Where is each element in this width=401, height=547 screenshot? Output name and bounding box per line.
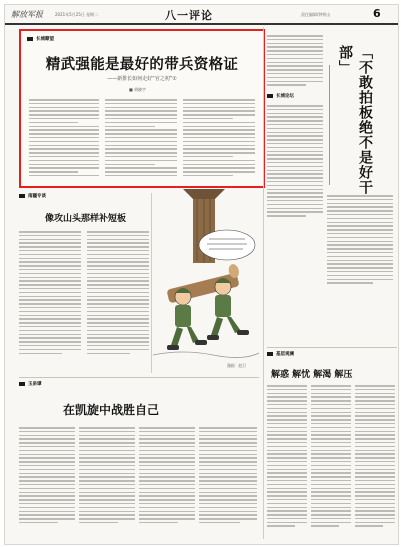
- right-text-col-mid: [267, 105, 323, 219]
- bottom-text-col-2: [79, 427, 135, 526]
- lead-article-title: 精武强能是最好的带兵资格证: [45, 56, 239, 73]
- lead-column-tag: [27, 36, 54, 42]
- section-divider: [19, 377, 259, 378]
- right-column-banner-title: 「不敢拍板绝不是好干部」: [337, 45, 373, 195]
- newspaper-page: [4, 4, 399, 545]
- lead-text-col-2: [105, 99, 177, 179]
- tag-marker-icon: [267, 94, 273, 98]
- mid-left-text-col-1: [19, 231, 81, 356]
- mid-left-column-tag: [19, 193, 46, 199]
- page-number: 6: [373, 7, 381, 20]
- mid-right-column-tag-label: 基层观澜: [276, 352, 294, 357]
- tag-marker-icon: [19, 194, 25, 198]
- section-title: 八一评论: [165, 9, 213, 22]
- dateline: 2021年5月25日 星期二: [55, 12, 99, 17]
- right-column-tag: [267, 93, 294, 99]
- right-column-tag-label: 长城论坛: [276, 94, 294, 99]
- tag-marker-icon: [27, 37, 33, 41]
- soldier-cartoon: [153, 189, 259, 369]
- right-text-col-banner-body: [327, 195, 393, 286]
- mid-right-text-col-1: [267, 385, 307, 529]
- mid-right-column-tag: [267, 351, 294, 357]
- right-text-col-top: [267, 35, 323, 88]
- lead-text-col-1: [29, 99, 99, 179]
- mid-right-article-title: 解惑 解忧 解渴 解压: [271, 370, 353, 380]
- bottom-text-col-4: [199, 427, 257, 526]
- bottom-text-col-1: [19, 427, 75, 526]
- tag-marker-icon: [267, 352, 273, 356]
- cartoon-caption: 漫画：赵卫: [227, 363, 246, 368]
- bottom-left-column-tag: [19, 381, 42, 387]
- newspaper-logo: 解放军报: [11, 10, 43, 19]
- mid-left-article-title: 像攻山头那样补短板: [45, 214, 127, 224]
- bottom-left-article-title: 在凯旋中战胜自己: [63, 403, 160, 417]
- mid-left-column-tag-label: 南疆专谈: [28, 194, 46, 199]
- column-rule: [263, 27, 264, 539]
- lead-article-byline: ■ 胡晓宇: [129, 87, 147, 92]
- mid-left-text-col-2: [87, 231, 149, 356]
- masthead: [5, 5, 398, 25]
- editor-line: 责任编辑/钟铁山: [301, 12, 331, 17]
- bottom-text-col-3: [139, 427, 195, 526]
- lead-column-tag-label: 长城瞭望: [36, 37, 54, 42]
- banner-rule: [329, 65, 330, 185]
- lead-article-highlight: [19, 29, 265, 188]
- column-rule: [151, 193, 152, 373]
- tag-marker-icon: [19, 382, 25, 386]
- bottom-left-column-tag-label: 玉泉谭: [28, 382, 42, 387]
- lead-article-subtitle: ——新排长如何走好“官之初”①: [107, 76, 177, 82]
- mid-right-text-col-2: [311, 385, 351, 529]
- lead-text-col-3: [183, 99, 255, 179]
- section-divider: [267, 347, 397, 348]
- mid-right-text-col-3: [355, 385, 395, 529]
